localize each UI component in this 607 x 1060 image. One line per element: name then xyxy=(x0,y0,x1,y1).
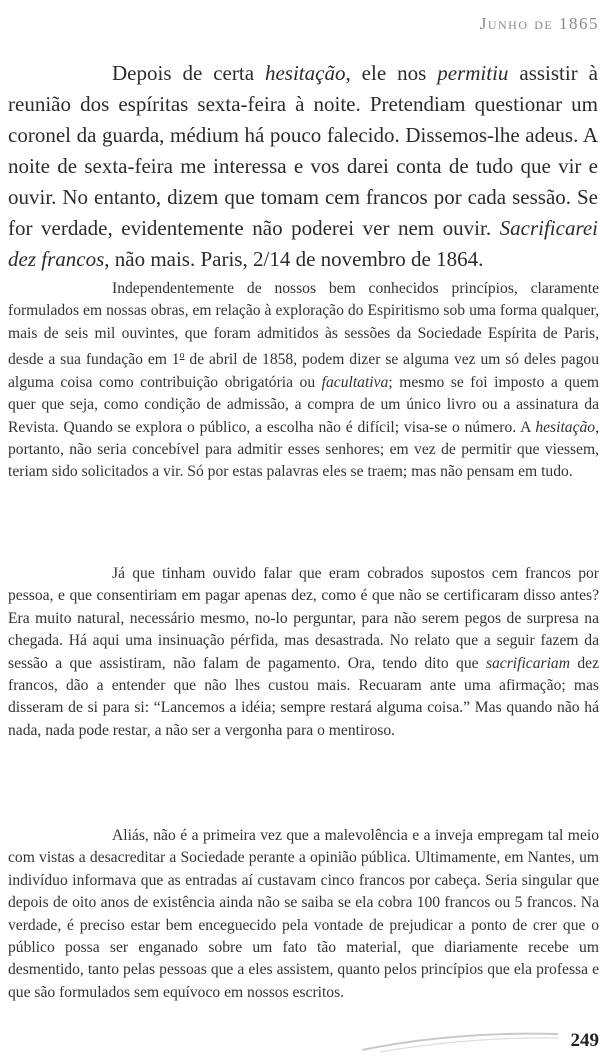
p2-text-a: Já que tinham ouvido falar que eram cobrados supostos cem francos por pessoa, e que consentiriam em pagar apenas dez, como é que não se certificaram disso antes? Era muito natural, necessário mesmo, no-lo perguntar, para não serem pegos de surpresa na chegada. Há aqui uma insinuação pérfida, mas desastrada. No relato que a seguir fazem da sessão a que assistiram, não falam de pagamento. Ora, tendo dito que xyxy=(8,565,599,672)
quote-text-1: Depois de certa xyxy=(112,61,265,85)
page-number: 249 xyxy=(570,1030,599,1051)
footer-ornament-swoosh xyxy=(360,1028,560,1054)
p2-italic-a: sacrificariam xyxy=(485,654,570,672)
p2-text-b: dez francos, dão a entender que não lhes custou mais. Recuaram ante uma afirmação; mas disseram de si para si: “Lancemos a idéia; sempre restará alguma coisa.” Mas quando não há nada, nada pode restar, a não ser a vergonha para o mentiroso. xyxy=(8,654,599,739)
paragraph-3 xyxy=(8,825,599,1004)
quoted-letter-text xyxy=(8,58,598,275)
paragraph-2 xyxy=(8,563,599,742)
p1-text-a: Independentemente de nossos bem conhecidos princípios, claramente formulados em nossas obras, em relação à exploração do Espiritismo sob uma forma qualquer, mais de seis mil ouvintes, que foram admitidos às sessões da Sociedade Espírita de Paris, desde a sua fundação em 1 xyxy=(8,280,599,369)
quote-text-3: assistir à reunião dos espíritas sexta-feira à noite. Pretendiam questionar um coronel da guarda, médium há pouco falecido. Dissemos-lhe adeus. A noite de sexta-feira me interessa e vos darei conta de tudo que vir e ouvir. No entanto, dizem que tomam cem francos por cada sessão. Se for verdade, evidentemente não poderei ver nem ouvir. xyxy=(8,61,598,240)
p1-text-b: de abril de 1858, podem dizer se alguma vez um só deles pagou alguma coisa como contribuição obrigatória ou xyxy=(8,351,599,391)
p1-ordinal: o xyxy=(179,350,185,362)
quote-italic-3: Sacrificarei dez francos xyxy=(8,216,598,271)
quote-italic-2: permitiu xyxy=(437,61,509,85)
p3-text-a: Aliás, não é a primeira vez que a malevolência e a inveja empregam tal meio com vistas a desacreditar a Sociedade perante a opinião pública. Ultimamente, em Nantes, um indivíduo informava que as entradas aí custavam cinco francos por cabeça. Seria singular que depois de oito anos de existência ainda não se saiba se ela cobra 100 francos ou 5 francos. Na verdade, é preciso estar bem enceguecido pela vontade de prejudicar a ponto de crer que o público possa ser enganado sobre um fato tão material, que diariamente recebe um desmentido, tanto pelas pessoas que a eles assistem, quanto pelos princípios que ela professa e que são formulados sem equívoco em nossos escritos. xyxy=(8,827,599,1001)
quote-italic-1: hesitação xyxy=(264,61,346,85)
quoted-letter xyxy=(8,58,598,275)
p1-text-d: , portanto, não seria concebível para admitir esses senhores; em vez de permitir que viessem, teriam sido solicitados a vir. Só por estas palavras eles se traem; mas não pensam em tudo. xyxy=(8,418,599,481)
p1-text-c: ; mesmo se foi imposto a quem quer que seja, como condição de admissão, a compra de um único livro ou a assinatura da Revista. Quando se explora o público, a escolha não é difícil; visa-se o número. A xyxy=(8,373,599,436)
quote-text-4: , não mais. Paris, 2/14 de novembro de 1864. xyxy=(104,247,484,271)
p1-italic-c: hesitação xyxy=(535,418,596,436)
p1-italic-b: facultativa xyxy=(321,373,389,391)
running-header: Junho de 1865 xyxy=(479,14,599,33)
paragraph-1 xyxy=(8,278,599,484)
quote-text-2: , ele nos xyxy=(345,61,438,85)
